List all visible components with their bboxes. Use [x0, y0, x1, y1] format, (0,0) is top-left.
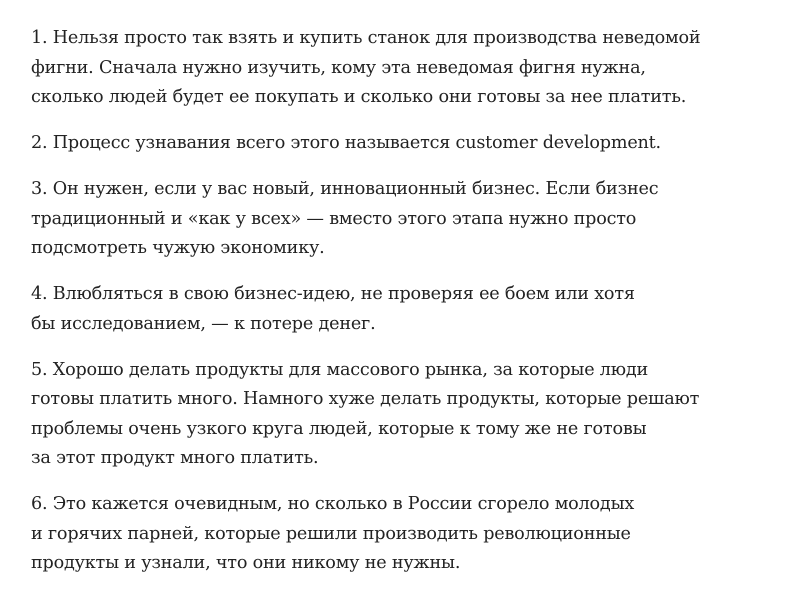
paragraph-3: [31, 175, 772, 264]
paragraph-line: 3. Он нужен, если у вас новый, инновационный бизнес. Если бизнес: [31, 179, 659, 199]
paragraph-2: [31, 129, 772, 159]
paragraph-line: 5. Хорошо делать продукты для массового рынка, за которые люди: [31, 359, 649, 380]
paragraph-line: 1. Нельзя просто так взять и купить станок для производства неведомой: [31, 28, 701, 48]
paragraph-line: традиционный и «как у всех» — вместо этого этапа нужно просто: [31, 208, 637, 229]
paragraph-line: 6. Это кажется очевидным, но сколько в России сгорело молодых: [31, 494, 635, 514]
paragraph-line: бы исследованием, — к потере денег.: [31, 313, 376, 334]
paragraph-line: подсмотреть чужую экономику.: [31, 238, 325, 258]
paragraph-line: и горячих парней, которые решили производить революционные: [31, 523, 631, 544]
paragraph-6: [31, 490, 772, 579]
paragraph-line: за этот продукт много платить.: [31, 448, 319, 468]
paragraph-line: проблемы очень узкого круга людей, которые к тому же не готовы: [31, 418, 647, 439]
paragraph-line: 4. Влюбляться в свою бизнес-идею, не проверяя ее боем или хотя: [31, 284, 635, 304]
paragraph-1: [31, 24, 772, 113]
paragraph-4: [31, 280, 772, 339]
paragraph-line: продукты и узнали, что они никому не нужны.: [31, 553, 461, 573]
paragraph-line: готовы платить много. Намного хуже делать продукты, которые решают: [31, 389, 700, 409]
paragraph-line: 2. Процесс узнавания всего этого называется customer development.: [31, 133, 661, 153]
paragraph-5: [31, 356, 772, 474]
paragraph-line: сколько людей будет ее покупать и сколько они готовы за нее платить.: [31, 87, 687, 107]
paragraph-line: фигни. Сначала нужно изучить, кому эта неведомая фигня нужна,: [31, 57, 646, 78]
